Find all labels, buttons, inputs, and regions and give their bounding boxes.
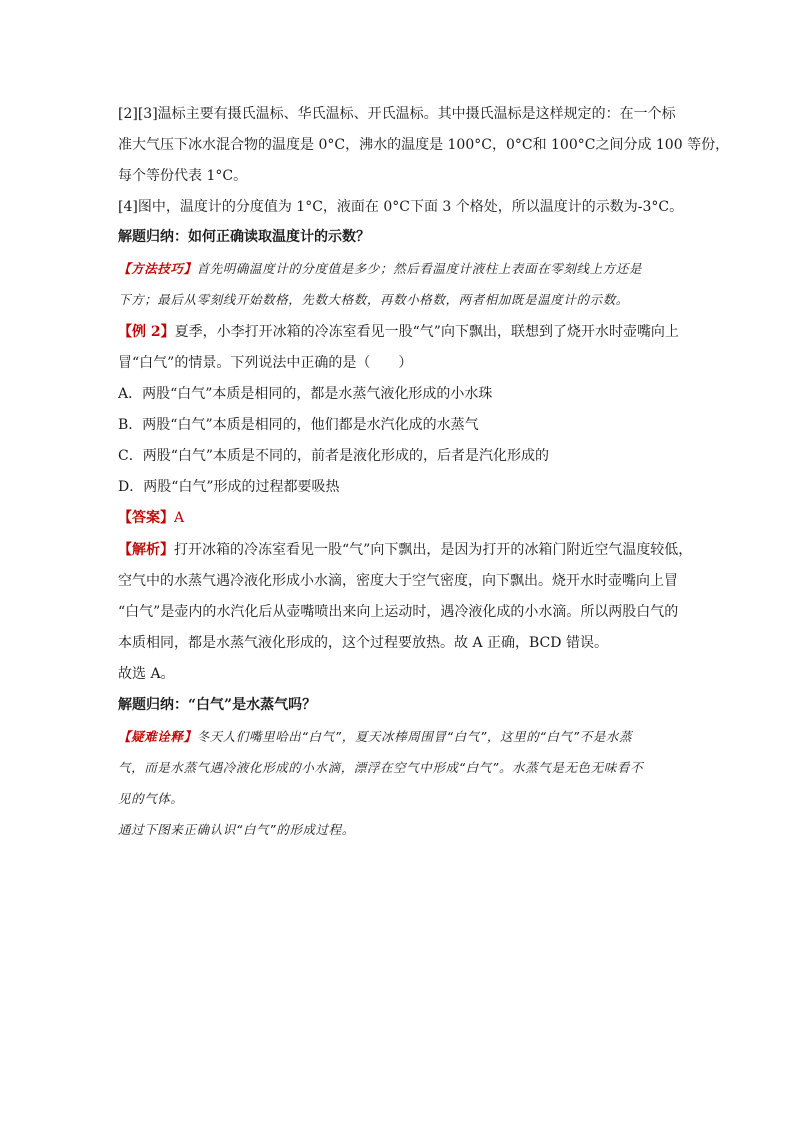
summary-heading: 解题归纳：如何正确读取温度计的示数？ xyxy=(118,229,370,245)
method-tip xyxy=(118,259,642,279)
tip-label: 【方法技巧】 xyxy=(118,261,197,276)
paragraph-line: 每个等份代表 1°C。 xyxy=(118,168,248,184)
option-a: A．两股“白气”本质是相同的，都是水蒸气液化形成的小水珠 xyxy=(118,386,493,402)
answer-value: A xyxy=(174,510,185,526)
paragraph-line: [4]图中，温度计的分度值为 1°C，液面在 0°C下面 3 个格处，所以温度计的示数为-3°C。 xyxy=(118,199,684,215)
analysis-line: 空气中的水蒸气遇冷液化形成小水滴，密度大于空气密度，向下飘出。烧开水时壶嘴向上冒 xyxy=(118,573,678,589)
paragraph-line: 准大气压下冰水混合物的温度是 0°C，沸水的温度是 100°C，0°C和 100°C之间分成 100 等份， xyxy=(118,137,730,153)
question-text: 夏季，小李打开冰箱的冷冻室看见一股“气”向下飘出，联想到了烧开水时壶嘴向上 xyxy=(174,324,679,340)
question-line: 冒“白气”的情景。下列说法中正确的是（ ） xyxy=(118,355,413,371)
method-tip-line: 下方；最后从零刻线开始数格，先数大格数，再数小格数，两者相加既是温度计的示数。 xyxy=(118,292,629,307)
analysis-label: 【解析】 xyxy=(118,542,174,558)
difficulty-tip-line: 气，而是水蒸气遇冷液化形成的小水滴，漂浮在空气中形成“白气”。水蒸气是无色无味看不 xyxy=(118,760,644,775)
difficulty-tip xyxy=(118,727,632,747)
example-label: 【例 2】 xyxy=(118,324,175,340)
analysis-line: “白气”是壶内的水汽化后从壶嘴喷出来向上运动时，遇冷液化成的小水滴。所以两股白气的 xyxy=(118,604,679,620)
paragraph-line: [2][3]温标主要有摄氏温标、华氏温标、开氏温标。其中摄氏温标是这样规定的：在一个标 xyxy=(118,106,676,122)
analysis-line xyxy=(118,540,692,560)
difficulty-tip-line: 见的气体。 xyxy=(118,791,184,806)
tip-text: 首先明确温度计的分度值是多少；然后看温度计液柱上表面在零刻线上方还是 xyxy=(196,261,643,276)
tip-text: 冬天人们嘴里哈出“白气”，夏天冰棒周围冒“白气”，这里的“白气”不是水蒸 xyxy=(196,729,633,744)
summary-heading: 解题归纳：“白气”是水蒸气吗？ xyxy=(118,697,317,713)
example-question xyxy=(118,322,679,342)
analysis-conclusion: 故选 A。 xyxy=(118,666,175,682)
analysis-line: 本质相同，都是水蒸气液化形成的，这个过程要放热。故 A 正确，BCD 错误。 xyxy=(118,635,608,651)
answer-line xyxy=(118,508,184,528)
tip-label: 【疑难诠释】 xyxy=(118,729,197,744)
answer-label: 【答案】 xyxy=(118,510,174,526)
option-b: B．两股“白气”本质是相同的，他们都是水汽化成的水蒸气 xyxy=(118,417,479,433)
option-d: D．两股“白气”形成的过程都要吸热 xyxy=(118,479,340,495)
analysis-text: 打开冰箱的冷冻室看见一股“气”向下飘出，是因为打开的冰箱门附近空气温度较低， xyxy=(174,542,693,558)
option-c: C．两股“白气”本质是不同的，前者是液化形成的，后者是汽化形成的 xyxy=(118,448,550,464)
difficulty-tip-line: 通过下图来正确认识“白气”的形成过程。 xyxy=(118,822,355,837)
